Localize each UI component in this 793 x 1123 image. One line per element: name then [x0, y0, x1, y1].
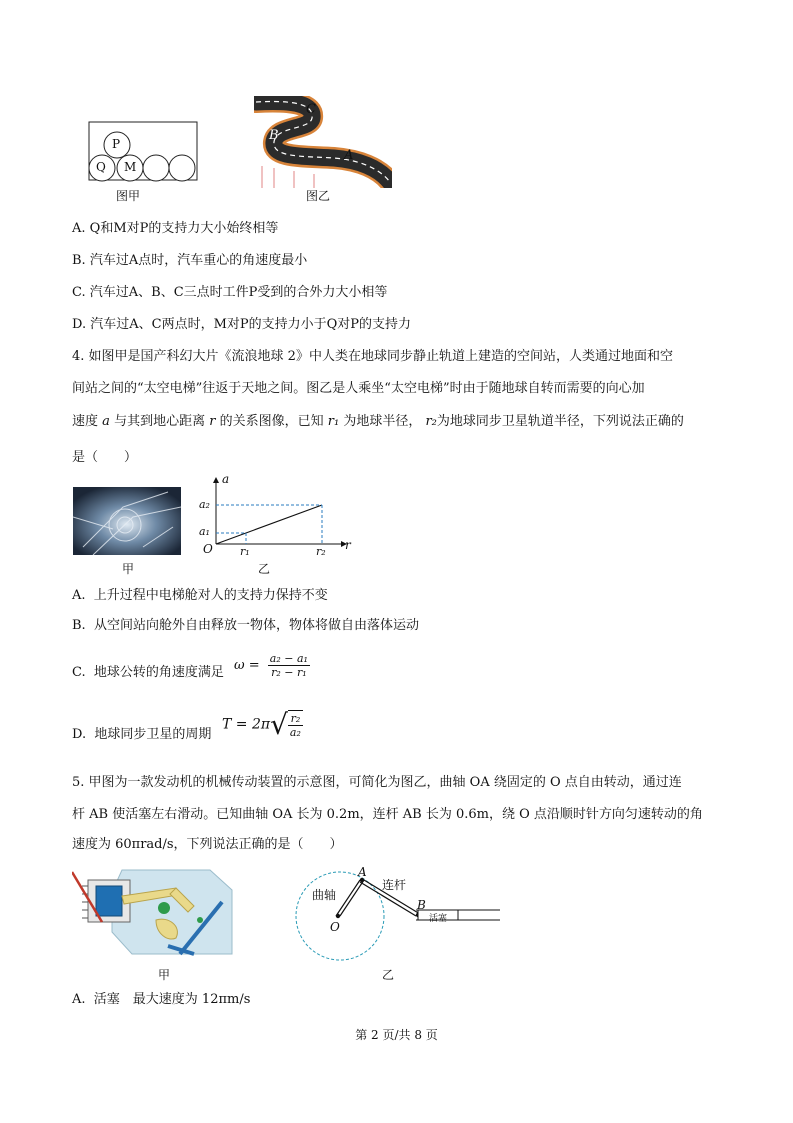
figure-yi-road: [254, 96, 392, 188]
circle-label-m: M: [124, 160, 137, 174]
photo-svg: [73, 487, 181, 555]
caption-q5-yi: 乙: [382, 968, 395, 982]
graph-axis-a: a: [222, 472, 230, 486]
q5-stem-line1: 5. 甲图为一款发动机的机械传动装置的示意图，可简化为图乙，曲轴 OA 绕固定的 O 点自由转动，通过连: [72, 775, 682, 790]
engine-mechanism-figure: [72, 862, 238, 962]
q4-stem-line2: 间站之间的“太空电梯”往返于天地之间。图乙是人乘坐“太空电梯”时由于随地球自转而需要的向心加: [72, 381, 645, 396]
q4-stem-line4: 是（ ）: [72, 450, 138, 465]
graph-tick-r2: r₂: [316, 545, 326, 558]
q3-option-d: D. 汽车过A、C两点时，M对P的支持力小于Q对P的支持力: [72, 317, 412, 332]
q5-stem-line3: 速度为 60πrad/s，下列说法正确的是（ ）: [72, 837, 343, 852]
graph-axis-r: r: [345, 538, 351, 552]
caption-q5-jia: 甲: [158, 968, 171, 982]
caption-fig-jia: 图甲: [116, 189, 141, 203]
q4-option-c: C. 地球公转的角速度满足: [72, 665, 224, 680]
caption-fig-yi: 图乙: [306, 189, 331, 203]
q4-graph-svg: [196, 472, 356, 562]
crank-rod-diagram: [292, 862, 502, 962]
q4-stem-line3: 速度 a 与其到地心距离 r 的关系图像，已知 r₁ 为地球半径， r₂为地球同步卫星轨道半径，下列说法正确的: [72, 414, 684, 429]
formula-period: T = 2π√ $\frac{\text{r₂}}{\text{a₂}}$: [222, 708, 301, 741]
point-b: B: [417, 898, 426, 912]
graph-tick-a1: a₁: [199, 525, 210, 538]
road-point-a: A: [344, 148, 354, 163]
q4-option-b: B. 从空间站向舱外自由释放一物体，物体将做自由落体运动: [72, 618, 419, 633]
point-o: O: [330, 920, 340, 934]
q5-stem-line2: 杆 AB 使活塞左右滑动。已知曲轴 OA 长为 0.2m，连杆 AB 长为 0.6m，绕 O 点沿顺时针方向匀速转动的角: [72, 807, 703, 822]
figure-jia-q3: [88, 120, 198, 182]
q5-option-a: A. 活塞 最大速度为 12πm/s: [72, 992, 251, 1007]
q4-option-d: D. 地球同步卫星的周期: [72, 727, 212, 742]
q4-option-a: A. 上升过程中电梯舱对人的支持力保持不变: [72, 588, 328, 603]
label-piston: 活塞: [429, 914, 448, 924]
space-elevator-photo: [73, 487, 181, 555]
graph-tick-a2: a₂: [199, 498, 210, 511]
label-rod: 连杆: [382, 878, 407, 892]
circle-label-p: P: [112, 137, 121, 151]
q3-option-b: B. 汽车过A点时，汽车重心的角速度最小: [72, 253, 308, 268]
graph-origin: O: [203, 542, 213, 556]
q4-graph: [196, 472, 356, 562]
label-crank: 曲轴: [312, 888, 337, 902]
q4-stem-line1: 4. 如图甲是国产科幻大片《流浪地球 2》中人类在地球同步静止轨道上建造的空间站，人类通过地面和空: [72, 349, 673, 364]
q3-option-a: A. Q和M对P的支持力大小始终相等: [72, 221, 279, 236]
formula-omega: ω = $\frac{\text{a₂ − a₁}}{\text{r₂ − r₁}}$: [234, 652, 308, 679]
caption-q4-jia: 甲: [122, 562, 135, 576]
circle-label-q: Q: [96, 160, 106, 174]
page-footer: 第 2 页/共 8 页: [355, 1028, 438, 1042]
road-point-c: C: [306, 102, 316, 117]
graph-tick-r1: r₁: [240, 545, 250, 558]
point-a: A: [358, 865, 367, 879]
q3-option-c: C. 汽车过A、B、C三点时工件P受到的合外力大小相等: [72, 285, 388, 300]
road-point-b: B: [269, 128, 279, 143]
caption-q4-yi: 乙: [258, 562, 271, 576]
engine-svg: [72, 862, 238, 962]
